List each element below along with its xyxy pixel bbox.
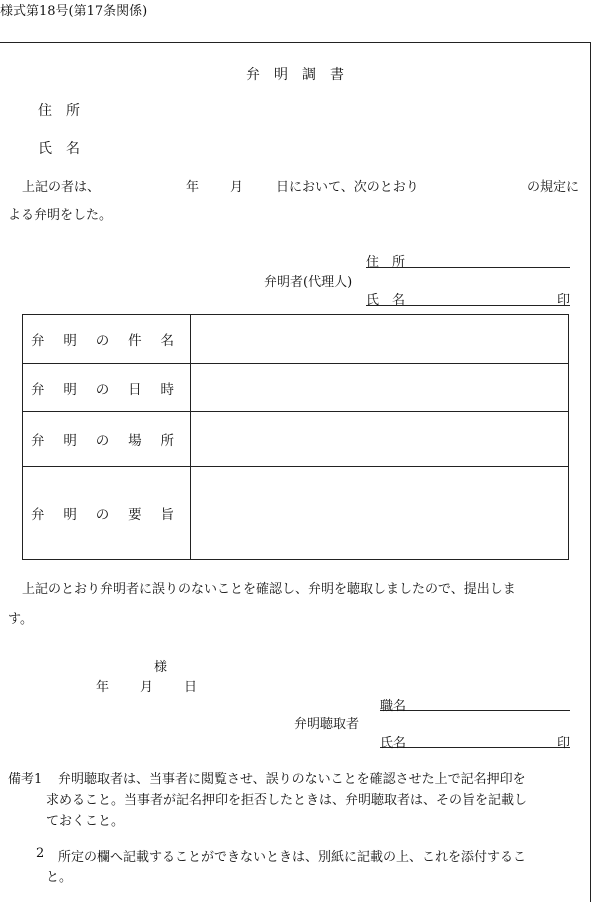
table-row	[23, 412, 569, 467]
date-year: 年	[96, 680, 110, 695]
label-char: 明	[63, 433, 77, 449]
table-row	[23, 467, 569, 560]
subject-name-label: 氏 名	[38, 141, 80, 157]
respondent-role: 弁明者(代理人)	[264, 275, 353, 290]
respondent-seal: 印	[556, 293, 570, 308]
subject-address-label: 住 所	[38, 103, 80, 119]
respondent-name-label: 氏 名	[366, 293, 406, 308]
respondent-address-line	[366, 251, 570, 268]
confirmation-line2: す。	[8, 612, 33, 627]
statement-line2: よる弁明をした。	[8, 208, 113, 223]
label-char: 場	[128, 433, 142, 449]
respondent-address-label: 住 所	[366, 255, 406, 270]
label-char: の	[95, 381, 110, 398]
record-table	[22, 314, 569, 560]
confirmation-line1: 上記のとおり弁明者に誤りのないことを確認し、弁明を聴取しましたので、提出しま	[22, 582, 516, 597]
row-label-summary	[23, 467, 191, 560]
statement-year: 年	[186, 180, 200, 195]
label-char: 弁	[31, 333, 45, 349]
label-char: 件	[128, 333, 142, 349]
form-number: 様式第18号(第17条関係)	[0, 4, 148, 19]
label-char: 弁	[31, 507, 45, 523]
row-label-place	[23, 412, 191, 467]
note1-line1: 弁明聴取者は、当事者に閲覧させ、誤りのないことを確認させた上で記名押印を	[58, 772, 526, 787]
notes-prefix: 備考1	[8, 772, 43, 787]
statement-part1: 上記の者は、	[22, 180, 101, 195]
note2-line2: と。	[46, 870, 73, 885]
row-value-summary[interactable]	[191, 467, 569, 560]
note2-line1: 所定の欄へ記載することができないときは、別紙に記載の上、これを添付するこ	[58, 850, 527, 865]
addressee-honorific: 様	[154, 660, 168, 675]
listener-name-label: 氏名	[380, 736, 407, 751]
label-char: 旨	[160, 507, 174, 523]
label-char: の	[95, 333, 110, 349]
label-char: 名	[160, 333, 174, 349]
label-char: 弁	[31, 381, 45, 398]
table-row	[23, 315, 569, 364]
label-char: 日	[128, 381, 142, 398]
row-value-subject[interactable]	[191, 315, 569, 364]
row-label-datetime	[23, 364, 191, 412]
label-char: の	[95, 507, 110, 523]
document-title: 弁 明 調 書	[246, 67, 344, 83]
note1-line3: ておくこと。	[46, 814, 125, 829]
statement-month: 月	[230, 180, 244, 195]
note1-line2: 求めること。当事者が記名押印を拒否したときは、弁明聴取者は、その旨を記載し	[46, 793, 528, 808]
statement-part2: 日において、次のとおり	[276, 180, 419, 195]
label-char: 時	[160, 381, 174, 398]
label-char: 所	[160, 433, 174, 449]
label-char: 弁	[31, 433, 45, 449]
row-value-datetime[interactable]	[191, 364, 569, 412]
listener-role: 弁明聴取者	[294, 717, 360, 732]
listener-name-line	[380, 732, 570, 751]
date-month: 月	[140, 680, 154, 695]
date-day: 日	[184, 680, 198, 695]
label-char: 明	[63, 507, 77, 523]
label-char: 要	[128, 507, 142, 523]
row-label-subject	[23, 315, 191, 364]
label-char: 明	[63, 381, 77, 398]
table-row	[23, 364, 569, 412]
statement-part3: の規定に	[527, 180, 580, 195]
label-char: の	[95, 433, 110, 449]
label-char: 明	[63, 333, 77, 349]
respondent-name-line	[366, 289, 570, 306]
row-value-place[interactable]	[191, 412, 569, 467]
listener-seal: 印	[556, 736, 570, 751]
note2-number: 2	[36, 846, 45, 861]
listener-title-line	[380, 695, 570, 714]
listener-title-label: 職名	[380, 699, 407, 714]
